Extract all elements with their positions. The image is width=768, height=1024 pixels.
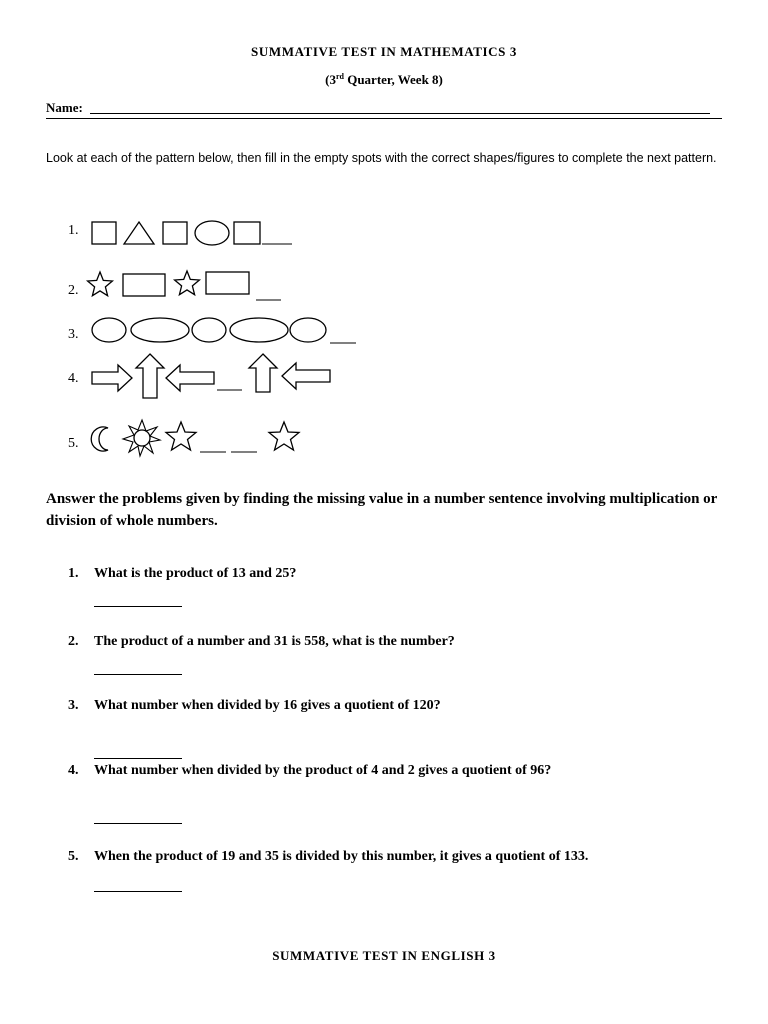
problems-instructions: Answer the problems given by finding the missing value in a number sentence involving multiplication or division of whole numbers. bbox=[46, 491, 718, 529]
subtitle-superscript: rd bbox=[335, 72, 344, 81]
arrow-right-icon bbox=[92, 365, 132, 391]
moon-icon bbox=[91, 427, 108, 451]
problem-text: When the product of 19 and 35 is divided by this number, it gives a quotient of 133. bbox=[94, 849, 589, 864]
pattern-row-4 bbox=[86, 352, 346, 400]
circle-icon bbox=[290, 318, 326, 342]
oval-icon bbox=[230, 318, 288, 342]
rectangle-icon bbox=[206, 272, 249, 294]
problem-number: 5. bbox=[68, 849, 79, 864]
oval-icon bbox=[131, 318, 189, 342]
problem-text: The product of a number and 31 is 558, what is the number? bbox=[94, 634, 455, 649]
circle-icon bbox=[92, 318, 126, 342]
page-title: SUMMATIVE TEST IN MATHEMATICS 3 bbox=[251, 44, 517, 59]
problem-text: What is the product of 13 and 25? bbox=[94, 566, 297, 581]
name-label: Name: bbox=[46, 100, 83, 115]
circle-icon bbox=[192, 318, 226, 342]
answer-line[interactable] bbox=[94, 606, 182, 607]
problem-number: 2. bbox=[68, 634, 79, 649]
star-icon bbox=[166, 422, 196, 450]
problem-number: 3. bbox=[68, 698, 79, 713]
answer-line[interactable] bbox=[94, 674, 182, 675]
arrow-up-icon bbox=[249, 354, 277, 392]
arrow-left-icon bbox=[282, 363, 330, 389]
star-icon bbox=[269, 422, 299, 450]
answer-line[interactable] bbox=[94, 891, 182, 892]
header-divider bbox=[46, 118, 722, 119]
pattern-number: 5. bbox=[68, 436, 79, 451]
star-icon bbox=[88, 272, 113, 296]
subtitle-open: (3 bbox=[325, 72, 336, 87]
pattern-instructions: Look at each of the pattern below, then fill in the empty spots with the correct shapes/figures to complete the next pattern. bbox=[46, 151, 717, 165]
subtitle-rest: Quarter, Week 8) bbox=[343, 72, 443, 87]
square-icon bbox=[92, 222, 116, 244]
problem-text: What number when divided by the product of 4 and 2 gives a quotient of 96? bbox=[94, 763, 552, 778]
pattern-number: 4. bbox=[68, 371, 79, 386]
sun-icon bbox=[123, 420, 160, 456]
arrow-left-icon bbox=[166, 365, 214, 391]
pattern-number: 1. bbox=[68, 223, 79, 238]
answer-line[interactable] bbox=[94, 758, 182, 759]
rectangle-icon bbox=[123, 274, 165, 296]
square-icon bbox=[163, 222, 187, 244]
problem-number: 1. bbox=[68, 566, 79, 581]
pattern-row-2 bbox=[86, 270, 306, 302]
star-icon bbox=[175, 271, 200, 295]
pattern-number: 2. bbox=[68, 283, 79, 298]
problem-text: What number when divided by 16 gives a quotient of 120? bbox=[94, 698, 441, 713]
pattern-number: 3. bbox=[68, 327, 79, 342]
triangle-icon bbox=[124, 222, 154, 244]
next-section-title: SUMMATIVE TEST IN ENGLISH 3 bbox=[272, 948, 496, 963]
pattern-row-3 bbox=[86, 316, 366, 346]
answer-line[interactable] bbox=[94, 823, 182, 824]
square-icon bbox=[234, 222, 260, 244]
name-answer-line[interactable] bbox=[90, 113, 710, 114]
circle-icon bbox=[195, 221, 229, 245]
page-subtitle bbox=[0, 72, 768, 88]
pattern-row-1 bbox=[86, 220, 306, 248]
arrow-up-icon bbox=[136, 354, 164, 398]
pattern-row-5 bbox=[86, 418, 326, 460]
problem-number: 4. bbox=[68, 763, 79, 778]
